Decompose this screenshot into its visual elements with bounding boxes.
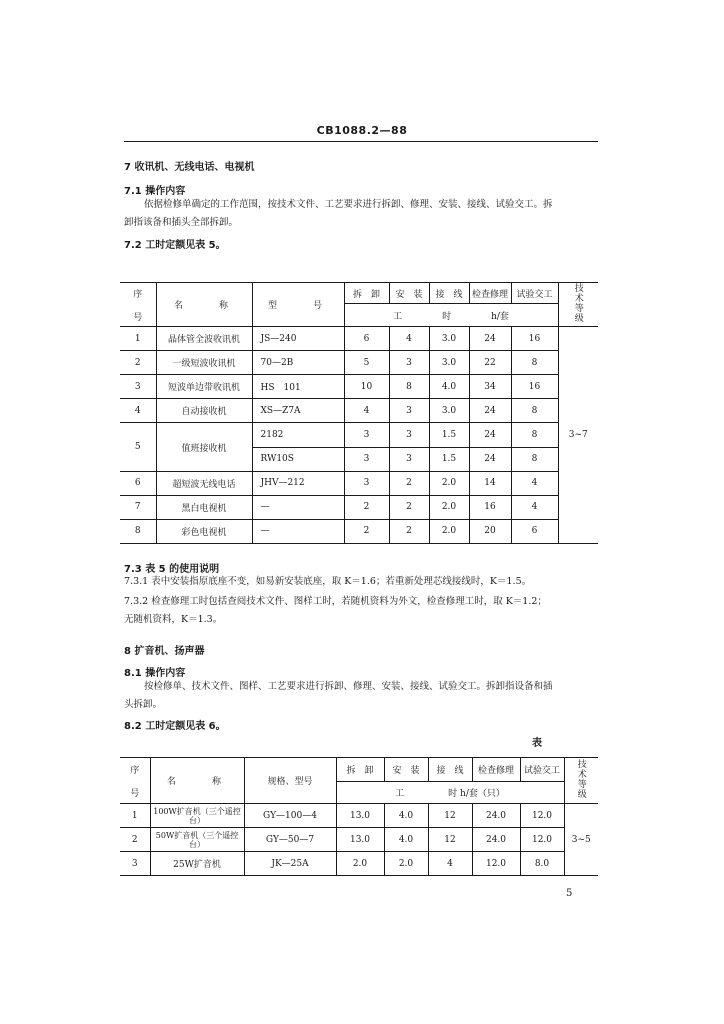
table5-cell-model: — [252,495,344,519]
table5-header-name: 名 称 [156,283,252,327]
table5-header-repair: 检查修理 [469,283,511,304]
table6-cell-model: GY—50—7 [244,828,336,852]
table5-cell-install: 2 [389,495,429,519]
table6-cell-repair: 24.0 [472,804,520,828]
section-7-1-heading: 7.1 操作内容 [124,186,186,197]
table5-cell-test: 16 [511,327,558,351]
table5-cell-no: 1 [134,333,141,344]
table5-header-test: 试验交工 [511,283,558,304]
table5-cell-model: 70—2B [252,351,344,375]
table6-cell-test: 12.0 [520,828,564,852]
section-8-1-heading: 8.1 操作内容 [124,668,186,679]
table5-cell-test: 6 [511,519,558,543]
section-7-1-text-2: 卸指该备和插头全部拆卸。 [124,217,239,228]
table5-cell-no: 5 [120,423,156,471]
table5-cell-model: JHV—212 [252,471,344,495]
section-8-heading: 8 扩音机、扬声器 [124,646,205,657]
section-7-2-heading: 7.2 工时定额见表 5。 [124,240,226,251]
table5-cell-install: 3 [389,399,429,423]
table5-cell-wiring: 3.0 [429,399,469,423]
table5-row [120,327,598,351]
section-8-2-heading: 8.2 工时定额见表 6。 [124,721,226,732]
table6-cell-wiring: 12 [428,804,472,828]
table5-row [120,423,598,447]
table6-cell-no: 3 [120,852,150,876]
table5-cell-model: — [252,519,344,543]
section-7-3-heading: 7.3 表 5 的使用说明 [124,564,220,575]
table5-cell-repair: 22 [469,351,511,375]
table5-cell-no: 2 [120,351,156,375]
table5-cell-remove: 4 [344,399,389,423]
table5-header-remove: 拆 卸 [344,283,389,304]
table5-cell-no: 4 [120,399,156,423]
section-7-3-2-text-1: 7.3.2 检查修理工时包括查阅技术文件、图样工时，若随机资料为外文，检查修理工时，取 K＝1.2； [124,596,547,607]
table5-header-grade: 技术等级 [558,283,598,327]
table5-cell-repair: 24 [469,447,511,471]
table5-cell-wiring: 2.0 [429,519,469,543]
table6-cell-no: 2 [120,828,150,852]
table6-cell-model: GY—100—4 [244,804,336,828]
table6-cell-model: JK—25A [244,852,336,876]
table5-row [120,375,598,399]
table5-grade-value: 3~7 [558,327,598,544]
table5-cell-test: 16 [511,375,558,399]
page-number: 5 [566,888,573,899]
table5-cell-model: RW10S [252,447,344,471]
table6-header-seq: 序 号 [120,758,150,804]
table5-header-wiring: 接 线 [429,283,469,304]
table6-cell-install: 4.0 [384,828,428,852]
standard-number: CB1088.2—88 [316,124,408,137]
table5-cell-remove: 3 [344,447,389,471]
table5-row [120,471,598,495]
table5-cell-install: 4 [389,327,429,351]
table5-cell-repair: 24 [469,399,511,423]
table5-cell-model: XS—Z7A [252,399,344,423]
section-7-3-2-text-2: 无随机资料，K＝1.3。 [124,614,223,625]
table5-cell-wiring: 2.0 [429,495,469,519]
table5-cell-name: 一级短波收讯机 [156,351,252,375]
table6-header-name: 名 称 [150,758,244,804]
table5-header-install: 安 装 [389,283,429,304]
table5-cell-name: 值班接收机 [156,423,252,471]
table6-header-spec: 规格、型号 [244,758,336,804]
table5-cell-name: 彩色电视机 [156,519,252,543]
table6-row [120,828,598,852]
table5-cell-test: 8 [511,447,558,471]
table-5 [120,282,598,544]
table5-cell-install: 2 [389,519,429,543]
table5-cell-repair: 14 [469,471,511,495]
table5-cell-wiring: 3.0 [429,351,469,375]
table5-row [120,519,598,543]
table5-cell-repair: 34 [469,375,511,399]
table5-cell-no: 7 [120,495,156,519]
table5-cell-install: 2 [389,471,429,495]
table5-cell-repair: 20 [469,519,511,543]
table6-cell-repair: 24.0 [472,828,520,852]
table5-cell-wiring: 1.5 [429,423,469,447]
table6-cell-remove: 2.0 [336,852,384,876]
table6-header-repair: 检查修理 [472,758,520,782]
table6-header-wiring: 接 线 [428,758,472,782]
table6-cell-install: 2.0 [384,852,428,876]
table5-cell-wiring: 1.5 [429,447,469,471]
table5-row [120,399,598,423]
table5-unit-row: 工 时 h/套 [344,304,558,327]
table5-cell-test: 4 [511,471,558,495]
table6-unit-row: 工 时 h/套（只） [336,782,564,804]
table6-row [120,804,598,828]
table5-cell-wiring: 4.0 [429,375,469,399]
table5-cell-test: 8 [511,351,558,375]
section-8-1-text-2: 头拆卸。 [124,699,163,710]
table5-cell-remove: 10 [344,375,389,399]
table5-cell-install: 3 [389,447,429,471]
table-6-label: 表 [532,738,542,749]
table5-cell-install: 3 [389,351,429,375]
table5-cell-test: 8 [511,399,558,423]
section-8-1-text-1: 按检修单、技术文件、图样、工艺要求进行拆卸、修理、安装、接线、试验交工。拆卸指设备和插 [144,681,553,692]
table5-cell-remove: 2 [344,519,389,543]
table5-cell-wiring: 3.0 [429,327,469,351]
section-7-3-1-text: 7.3.1 表中安装指原底座不变，如易新安装底座，取 K＝1.6；若重新处理芯线接线时，K＝1.5。 [124,576,532,587]
table5-cell-remove: 2 [344,495,389,519]
table5-cell-no: 6 [120,471,156,495]
table6-cell-test: 8.0 [520,852,564,876]
table5-cell-remove: 6 [344,327,389,351]
table6-cell-test: 12.0 [520,804,564,828]
table5-cell-repair: 24 [469,423,511,447]
table5-cell-wiring: 2.0 [429,471,469,495]
header-rule [124,141,598,142]
table5-cell-test: 4 [511,495,558,519]
table5-cell-name: 自动接收机 [156,399,252,423]
table5-row [120,351,598,375]
table5-row [120,495,598,519]
table6-cell-repair: 12.0 [472,852,520,876]
table6-cell-remove: 13.0 [336,804,384,828]
table6-cell-wiring: 4 [428,852,472,876]
table6-header-remove: 拆 卸 [336,758,384,782]
table5-cell-repair: 16 [469,495,511,519]
table6-cell-name: 25W扩音机 [150,852,244,876]
table6-cell-remove: 13.0 [336,828,384,852]
table5-cell-remove: 3 [344,471,389,495]
table5-cell-install: 8 [389,375,429,399]
table-6 [120,757,598,876]
table5-cell-no: 3 [120,375,156,399]
section-7-heading: 7 收讯机、无线电话、电视机 [124,162,255,173]
table5-cell-remove: 3 [344,423,389,447]
table5-cell-name: 短波单边带收讯机 [156,375,252,399]
table5-cell-remove: 5 [344,351,389,375]
table6-cell-wiring: 12 [428,828,472,852]
table6-grade-value: 3~5 [564,804,598,876]
table5-cell-install: 3 [389,423,429,447]
section-7-1-text-1: 依据检修单确定的工作范围，按技术文件、工艺要求进行拆卸、修理、安装、接线、试验交工。拆 [144,199,553,210]
table5-cell-no: 8 [120,519,156,543]
table6-row [120,852,598,876]
table5-cell-name: 晶体管全波收讯机 [156,327,252,351]
table6-header-install: 安 装 [384,758,428,782]
table5-cell-repair: 24 [469,327,511,351]
table6-cell-install: 4.0 [384,804,428,828]
table5-header-seq: 序 号 [120,283,156,327]
table5-cell-name: 超短波无线电话 [156,471,252,495]
table6-header-test: 试验交工 [520,758,564,782]
table6-cell-name: 100W扩音机（三个遥控台） [150,804,244,828]
table6-header-grade: 技术等级 [564,758,598,804]
table5-cell-test: 8 [511,423,558,447]
table5-cell-name: 黑白电视机 [156,495,252,519]
table6-cell-name: 50W扩音机（三个遥控台） [150,828,244,852]
table5-cell-model: JS—240 [252,327,344,351]
table6-cell-no: 1 [131,810,138,821]
table5-cell-model: HS 101 [252,375,344,399]
table5-cell-model: 2182 [252,423,344,447]
table5-header-model: 型 号 [252,283,344,327]
